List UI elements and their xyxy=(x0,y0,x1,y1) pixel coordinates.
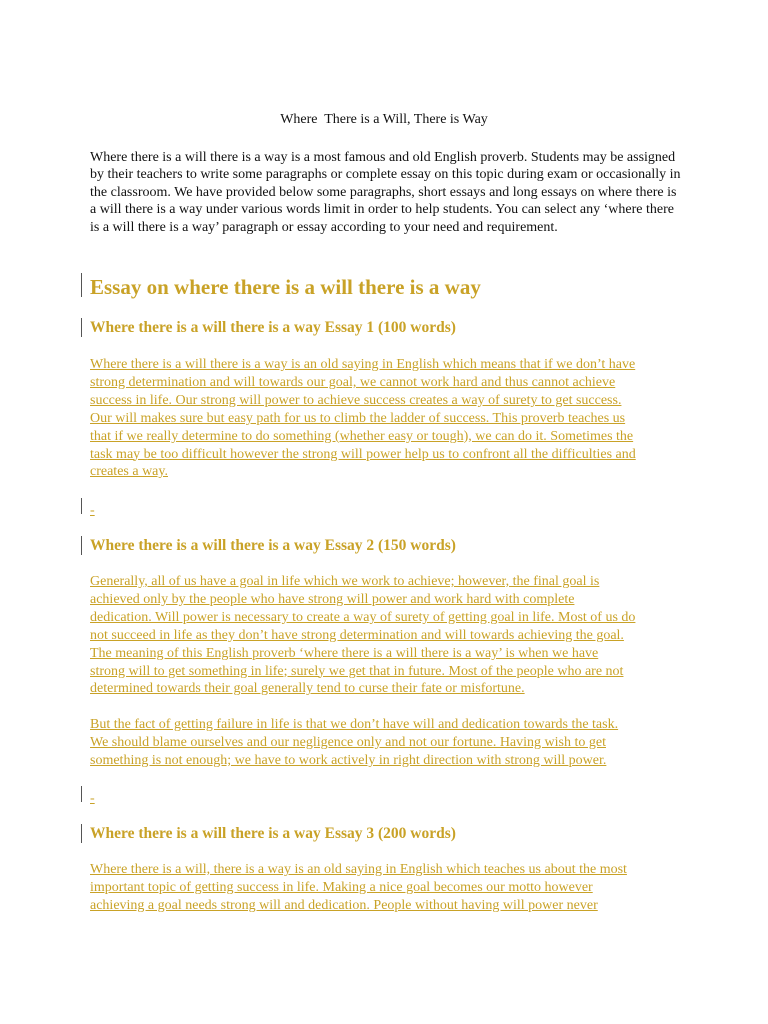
essay3-heading-link[interactable]: Where there is a will there is a way Essay 3 (200 words) xyxy=(90,825,456,842)
paragraph-marker xyxy=(81,498,82,514)
essay2-line: The meaning of this English proverb ‘where there is a will there is a way’ is when we have xyxy=(90,645,599,661)
paragraph-marker xyxy=(81,786,82,802)
essay1-paragraph-link[interactable] xyxy=(90,356,680,481)
paragraph-marker xyxy=(81,536,82,555)
spacer-dash-link[interactable]: - xyxy=(90,791,95,806)
paragraph-marker xyxy=(81,824,82,843)
essay3-paragraph-link[interactable] xyxy=(90,861,680,915)
essay2-line: But the fact of getting failure in life is that we don’t have will and dedication towards the task. xyxy=(90,717,619,732)
essay1-line: success in life. Our strong will power to achieve success creates a way of surety to get success. xyxy=(90,392,622,408)
essay3-line: important topic of getting success in life. Making a nice goal becomes our motto however xyxy=(90,879,593,895)
essay2-line: strong will to get something in life; surely we get that in future. Most of the people who are not xyxy=(90,663,624,679)
main-heading-link[interactable]: Essay on where there is a will there is a way xyxy=(90,275,481,299)
intro-paragraph: Where there is a will there is a way is a most famous and old English proverb. Students may be assigned by their teachers to write some paragraphs or complete essay on this topic during exam or occasionally in the classroom. We have provided below some paragraphs, short essays and long essays on where there is a will there is a way under various words limit in order to help students. You can select any ‘where there is a will there is a way’ paragraph or essay according to your need and requirement. xyxy=(90,150,681,235)
essay1-line: Our will makes sure but easy path for us to climb the ladder of success. This proverb teaches us xyxy=(90,410,626,426)
essay2-line: determined towards their goal generally tend to curse their fate or misfortune. xyxy=(90,681,525,697)
essay2-line: dedication. Will power is necessary to create a way of surety of getting goal in life. Most of us do xyxy=(90,609,636,625)
essay2-line: not succeed in life as they don’t have strong determination and will towards achieving the goal. xyxy=(90,627,624,643)
essay2-paragraph1-link[interactable] xyxy=(90,573,680,698)
essay1-line: strong determination and will towards our goal, we cannot work hard and thus cannot achieve xyxy=(90,374,616,390)
essay2-line: Generally, all of us have a goal in life which we work to achieve; however, the final goal is xyxy=(90,574,600,589)
essay3-line: Where there is a will, there is a way is an old saying in English which teaches us about the most xyxy=(90,862,627,877)
essay2-line: We should blame ourselves and our negligence only and not our fortune. Having wish to get xyxy=(90,734,606,750)
paragraph-marker xyxy=(81,318,82,337)
essay1-line: task may be too difficult however the strong will power help us to confront all the difficulties and xyxy=(90,446,636,462)
essay1-line: Where there is a will there is a way is an old saying in English which means that if we don’t have xyxy=(90,357,636,372)
paragraph-marker xyxy=(81,273,82,297)
essay3-line: achieving a goal needs strong will and dedication. People without having will power never xyxy=(90,897,598,913)
document-title: Where There is a Will, There is Way xyxy=(280,112,488,127)
essay2-paragraph2-link[interactable] xyxy=(90,716,680,770)
essay1-heading-link[interactable]: Where there is a will there is a way Essay 1 (100 words) xyxy=(90,319,456,336)
essay1-line: creates a way. xyxy=(90,464,168,480)
essay2-line: something is not enough; we have to work actively in right direction with strong will power. xyxy=(90,752,607,768)
essay2-heading-link[interactable]: Where there is a will there is a way Essay 2 (150 words) xyxy=(90,537,456,554)
spacer-dash-link[interactable]: - xyxy=(90,503,95,518)
essay1-line: that if we really determine to do something (whether easy or tough), we can do it. Sometimes the xyxy=(90,428,634,444)
essay2-line: achieved only by the people who have strong will power and work hard with complete xyxy=(90,591,575,607)
